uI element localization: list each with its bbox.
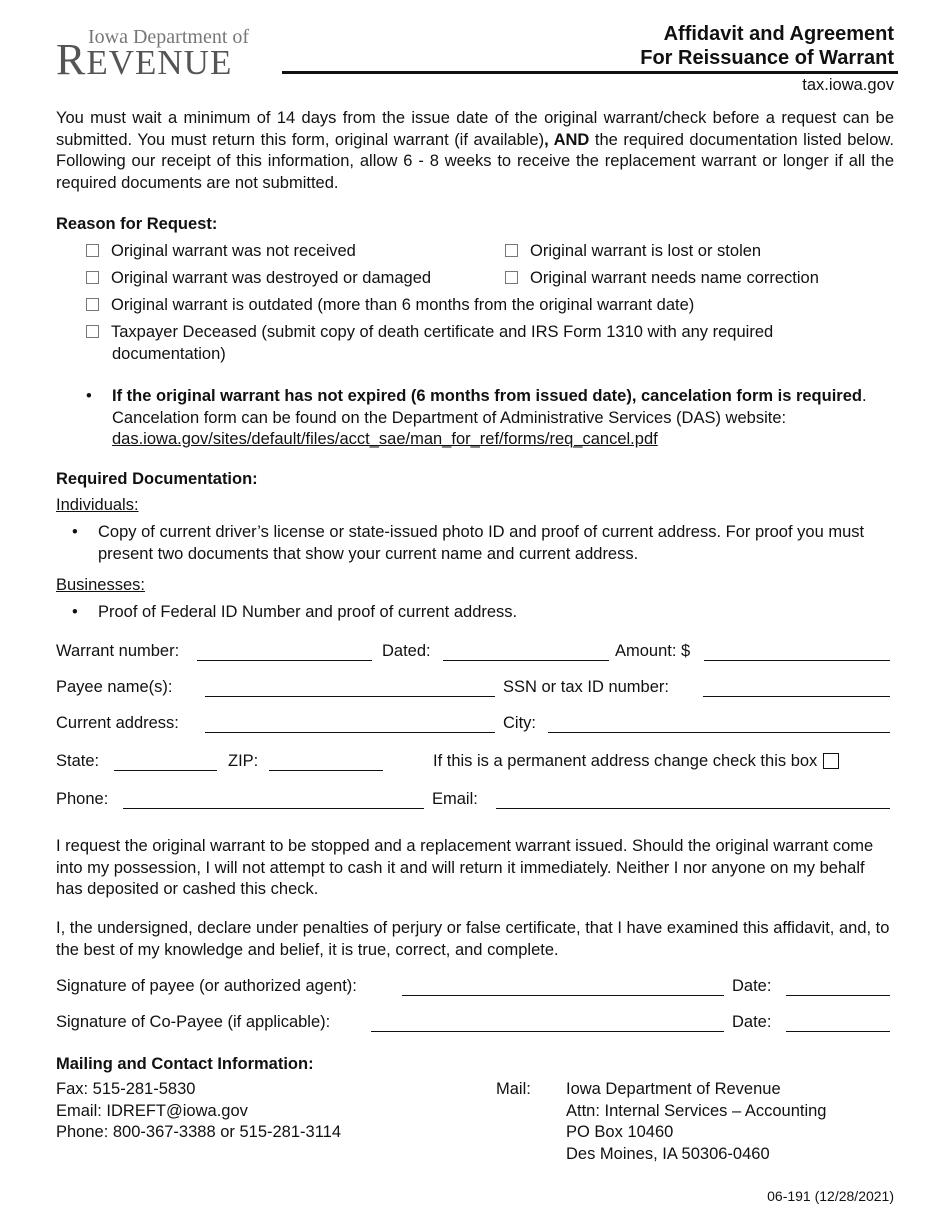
- city-field[interactable]: [548, 732, 890, 733]
- warrant-row: [56, 642, 894, 666]
- mail-line: PO Box 10460: [566, 1123, 674, 1141]
- logo-main-rest: EVENUE: [86, 43, 233, 82]
- payee-label: Payee name(s):: [56, 678, 173, 696]
- warrant-number-label: Warrant number:: [56, 642, 180, 660]
- contact-phone: Phone: 800-367-3388 or 515-281-3114: [56, 1123, 342, 1141]
- bullet: •: [72, 603, 78, 621]
- payee-date-field[interactable]: [786, 995, 890, 996]
- reason-option-label: Original warrant was not received: [111, 242, 356, 260]
- payee-field[interactable]: [205, 696, 495, 697]
- request-statement: I request the original warrant to be stopped and a replacement warrant issued. Should the original warrant come into my possession, I will not attempt to cash it and will return it immediately. Neither I nor anyone on my behalf has deposited or cashed this check.: [56, 837, 874, 898]
- reason-option-label: Original warrant is lost or stolen: [530, 242, 762, 260]
- state-field[interactable]: [114, 770, 217, 771]
- contact-heading: Mailing and Contact Information:: [56, 1055, 314, 1073]
- individuals-item: [72, 522, 894, 565]
- reason-option-label: Taxpayer Deceased (submit copy of death certificate and IRS Form 1310 with any required documentation): [111, 323, 774, 363]
- reason-heading: Reason for Request:: [56, 215, 218, 233]
- cancelation-form-link[interactable]: das.iowa.gov/sites/default/files/acct_sae/man_for_ref/forms/req_cancel.pdf: [112, 430, 658, 448]
- amount-label: Amount: $: [615, 642, 691, 660]
- intro-part1: You must wait a minimum of 14 days from the issue date of the original warrant/check before a request can be submitted. You must return this form, original warrant (if available): [56, 109, 894, 149]
- logo-top-text: Iowa Department of: [88, 26, 250, 48]
- dated-label: Dated:: [382, 642, 431, 660]
- businesses-item: [72, 602, 894, 624]
- reason-option-label: Original warrant is outdated (more than 6 months from the original warrant date): [111, 296, 695, 314]
- state-label: State:: [56, 752, 100, 770]
- copayee-signature-field[interactable]: [371, 1031, 724, 1032]
- reason-option-label: Original warrant was destroyed or damaged: [111, 269, 432, 287]
- email-label: Email:: [432, 790, 478, 808]
- individuals-label: Individuals:: [56, 496, 139, 514]
- reason-option-outdated[interactable]: [86, 294, 694, 316]
- email-field[interactable]: [496, 808, 890, 809]
- address-row: [56, 714, 894, 738]
- payee-signature-row: [56, 977, 894, 1001]
- payee-signature-field[interactable]: [402, 995, 724, 996]
- logo-main-r: R: [56, 35, 87, 84]
- permanent-change-label: If this is a permanent address change check this box: [433, 752, 818, 770]
- payee-date-label: Date:: [732, 977, 772, 995]
- reason-option-deceased[interactable]: [86, 321, 876, 365]
- site-url: tax.iowa.gov: [802, 76, 894, 94]
- mail-line: Iowa Department of Revenue: [566, 1080, 781, 1098]
- phone-field[interactable]: [123, 808, 424, 809]
- checkbox[interactable]: [86, 271, 99, 284]
- mail-line: Attn: Internal Services – Accounting: [566, 1101, 827, 1120]
- reason-option-lost-stolen[interactable]: [505, 240, 761, 262]
- mail-address: [566, 1079, 826, 1165]
- mail-line: Des Moines, IA 50306-0460: [566, 1144, 770, 1163]
- copayee-signature-label: Signature of Co-Payee (if applicable):: [56, 1013, 331, 1031]
- checkbox[interactable]: [86, 298, 99, 311]
- zip-field[interactable]: [269, 770, 383, 771]
- businesses-label: Businesses:: [56, 576, 145, 594]
- checkbox[interactable]: [505, 244, 518, 257]
- zip-label: ZIP:: [228, 752, 259, 770]
- iowa-revenue-logo: [56, 24, 271, 84]
- contact-email: Email: IDREFT@iowa.gov: [56, 1101, 248, 1120]
- header-rule: [282, 71, 898, 74]
- reason-option-name-correction[interactable]: [505, 267, 819, 289]
- amount-field[interactable]: [704, 660, 890, 661]
- mail-label: Mail:: [496, 1080, 531, 1098]
- payee-signature-label: Signature of payee (or authorized agent):: [56, 977, 357, 995]
- address-label: Current address:: [56, 714, 179, 732]
- address-field[interactable]: [205, 732, 495, 733]
- permanent-change: [433, 752, 839, 771]
- checkbox[interactable]: [86, 325, 99, 338]
- dated-field[interactable]: [443, 660, 609, 661]
- phone-email-row: [56, 790, 894, 814]
- payee-row: [56, 678, 894, 702]
- reason-option-destroyed[interactable]: [86, 267, 431, 289]
- city-label: City:: [503, 714, 536, 732]
- copayee-signature-row: [56, 1013, 894, 1037]
- copayee-date-field[interactable]: [786, 1031, 890, 1032]
- cancelation-note-text: . Cancelation form can be found on the Department of Administrative Services (DAS) website:: [112, 387, 867, 427]
- businesses-item-text: Proof of Federal ID Number and proof of current address.: [98, 603, 518, 621]
- form-title-line1: Affidavit and Agreement: [663, 23, 894, 45]
- ssn-field[interactable]: [703, 696, 890, 697]
- contact-details: [56, 1079, 476, 1144]
- checkbox[interactable]: [86, 244, 99, 257]
- form-code: 06-191 (12/28/2021): [767, 1188, 894, 1204]
- reason-option-label: Original warrant needs name correction: [530, 269, 819, 287]
- contact-fax: Fax: 515-281-5830: [56, 1080, 196, 1098]
- bullet: •: [72, 523, 78, 541]
- individuals-item-text: Copy of current driver’s license or state-issued photo ID and proof of current address. For proof you must present two documents that show your current name and current address.: [98, 523, 865, 563]
- state-zip-row: [56, 752, 894, 776]
- phone-label: Phone:: [56, 790, 109, 808]
- declaration-statement: I, the undersigned, declare under penalties of perjury or false certificate, that I have examined this affidavit, and, to the best of my knowledge and belief, it is true, correct, and complete.: [56, 919, 890, 959]
- intro-paragraph: [56, 108, 894, 194]
- checkbox[interactable]: [505, 271, 518, 284]
- form-title-line2: For Reissuance of Warrant: [640, 47, 894, 69]
- permanent-change-checkbox[interactable]: [823, 753, 839, 769]
- ssn-label: SSN or tax ID number:: [503, 678, 669, 696]
- warrant-number-field[interactable]: [197, 660, 372, 661]
- bullet: •: [86, 387, 92, 405]
- intro-part2: the required documentation listed below. Following our receipt of this information, allow 6 - 8 weeks to receive the replacement warrant or longer if all the required documents are not submitted.: [56, 130, 894, 192]
- cancelation-note: [86, 386, 894, 451]
- intro-bold: , AND: [544, 130, 590, 149]
- form-title: [640, 22, 894, 70]
- docs-heading: Required Documentation:: [56, 470, 258, 488]
- copayee-date-label: Date:: [732, 1013, 772, 1031]
- reason-option-not-received[interactable]: [86, 240, 356, 262]
- cancelation-note-bold: If the original warrant has not expired (6 months from issued date), cancelation form is required: [112, 387, 862, 405]
